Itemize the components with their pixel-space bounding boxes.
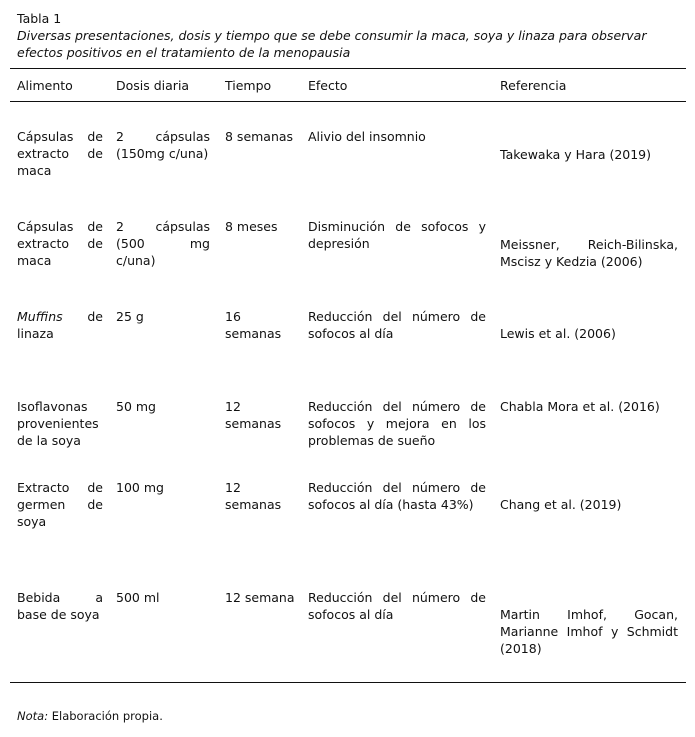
row6-time: 12 semana [225,590,295,605]
row3-time: 16 semanas [225,309,282,341]
row3-food [17,309,103,343]
top-rule [10,68,686,69]
header-reference: Referencia [500,78,567,93]
row6-dose: 500 ml [116,590,160,605]
row1-food: Cápsulas de extracto de maca [17,129,103,178]
table-note [17,708,163,725]
row2-time: 8 meses [225,219,278,234]
row5-time: 12 semanas [225,480,282,512]
note-text: Elaboración propia. [51,709,163,723]
row6-reference: Martin Imhof, Gocan, Marianne Imhof y Schmidt (2018) [500,607,678,656]
row1-time: 8 semanas [225,129,294,144]
row3-dose: 25 g [116,309,144,324]
row3-food-rest: de linaza [17,309,103,341]
row4-reference: Chabla Mora et al. (2016) [500,399,660,414]
row2-food: Cápsulas de extracto de maca [17,219,103,268]
row5-effect: Reducción del número de sofocos al día (hasta 43%) [308,480,486,512]
row6-effect: Reducción del número de sofocos al día [308,590,486,622]
row3-effect: Reducción del número de sofocos al día [308,309,486,341]
row5-dose: 100 mg [116,480,164,495]
row6-food: Bebida a base de soya [17,590,103,622]
note-label: Nota: [17,709,49,723]
row4-effect: Reducción del número de sofocos y mejora en los problemas de sueño [308,399,486,448]
row5-food: Extracto de germen de soya [17,480,103,529]
row4-food: Isoflavonas provenientes de la soya [17,399,99,448]
header-food: Alimento [17,78,73,93]
row1-dose: 2 cápsulas (150mg c/una) [116,129,210,161]
row1-reference: Takewaka y Hara (2019) [500,147,652,162]
header-rule [10,101,686,102]
row1-effect: Alivio del insomnio [308,129,426,144]
row5-reference: Chang et al. (2019) [500,497,622,512]
header-dose: Dosis diaria [116,78,190,93]
row2-reference: Meissner, Reich-Bilinska, Mscisz y Kedzia (2006) [500,237,678,269]
row3-reference: Lewis et al. (2006) [500,326,616,341]
row2-dose: 2 cápsulas (500 mg c/una) [116,219,210,268]
row4-time: 12 semanas [225,399,282,431]
header-time: Tiempo [225,78,272,93]
row2-effect: Disminución de sofocos y depresión [308,219,486,251]
table-title: Diversas presentaciones, dosis y tiempo que se debe consumir la maca, soya y linaza para observar efectos positivos en el tratamiento de la menopausia [17,28,647,60]
table-label: Tabla 1 [17,11,62,26]
row3-food-italic: Muffins [17,309,63,324]
bottom-rule [10,682,686,683]
header-effect: Efecto [308,78,348,93]
row4-dose: 50 mg [116,399,156,414]
